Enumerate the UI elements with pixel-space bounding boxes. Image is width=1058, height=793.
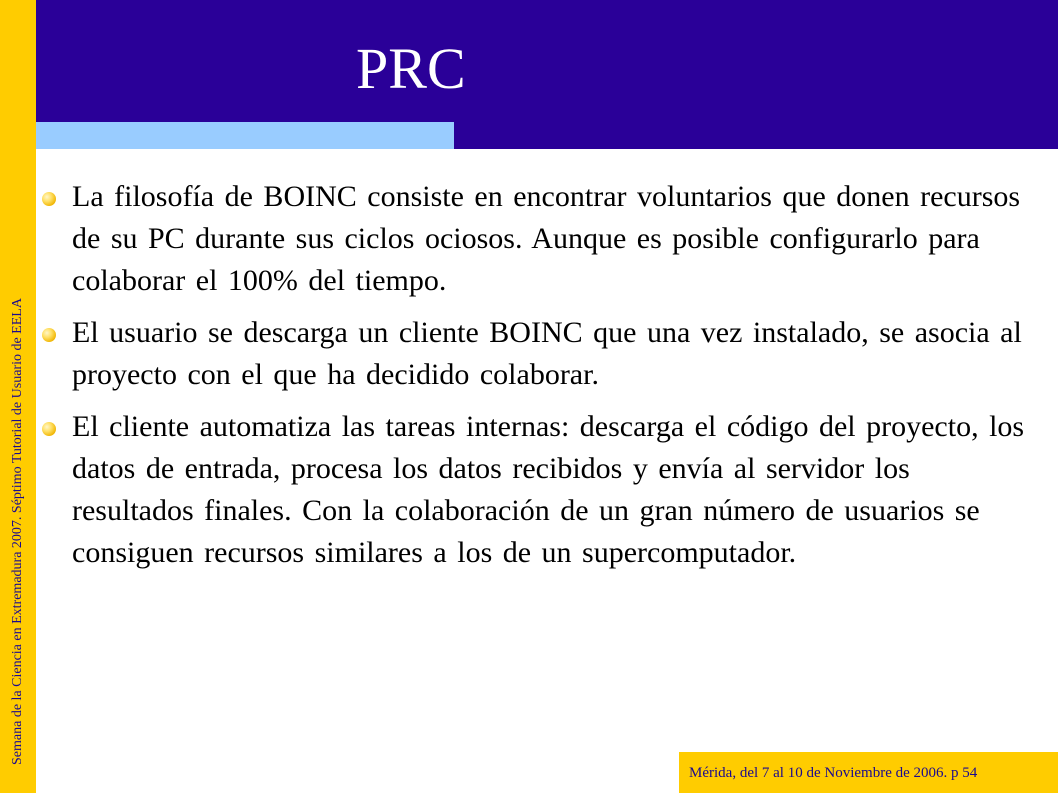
bullet-text: El cliente automatiza las tareas internas: descarga el código del proyecto, los datos de entrada, procesa los datos recibidos y envía al servidor los resultados finales. Con la colaboración de un gran número de usuarios se consiguen recursos similares a los de un supercomputador.	[72, 410, 1025, 569]
bullet-dot-icon	[42, 328, 56, 342]
bullet-text: El usuario se descarga un cliente BOINC que una vez instalado, se asocia al proyecto con el que ha decidido colaborar.	[72, 316, 1022, 391]
footer-box	[679, 752, 1058, 793]
header-accent-bar	[36, 122, 454, 149]
bullet-item	[38, 406, 1028, 574]
bullet-dot-icon	[42, 192, 56, 206]
footer-text: Mérida, del 7 al 10 de Noviembre de 2006. p 54	[689, 765, 978, 781]
side-caption	[10, 298, 34, 765]
bullet-item	[38, 312, 1028, 396]
bullet-dot-icon	[42, 422, 56, 436]
bullet-item	[38, 176, 1028, 302]
side-caption-text: Semana de la Ciencia en Extremadura 2007. Séptimo Tutorial de Usuario de EELA	[10, 298, 25, 765]
bullet-list	[38, 176, 1028, 584]
bullet-text: La filosofía de BOINC consiste en encontrar voluntarios que donen recursos de su PC durante sus ciclos ociosos. Aunque es posible configurarlo para colaborar el 100% del tiempo.	[72, 180, 1021, 297]
slide-title: PRC	[356, 36, 466, 101]
